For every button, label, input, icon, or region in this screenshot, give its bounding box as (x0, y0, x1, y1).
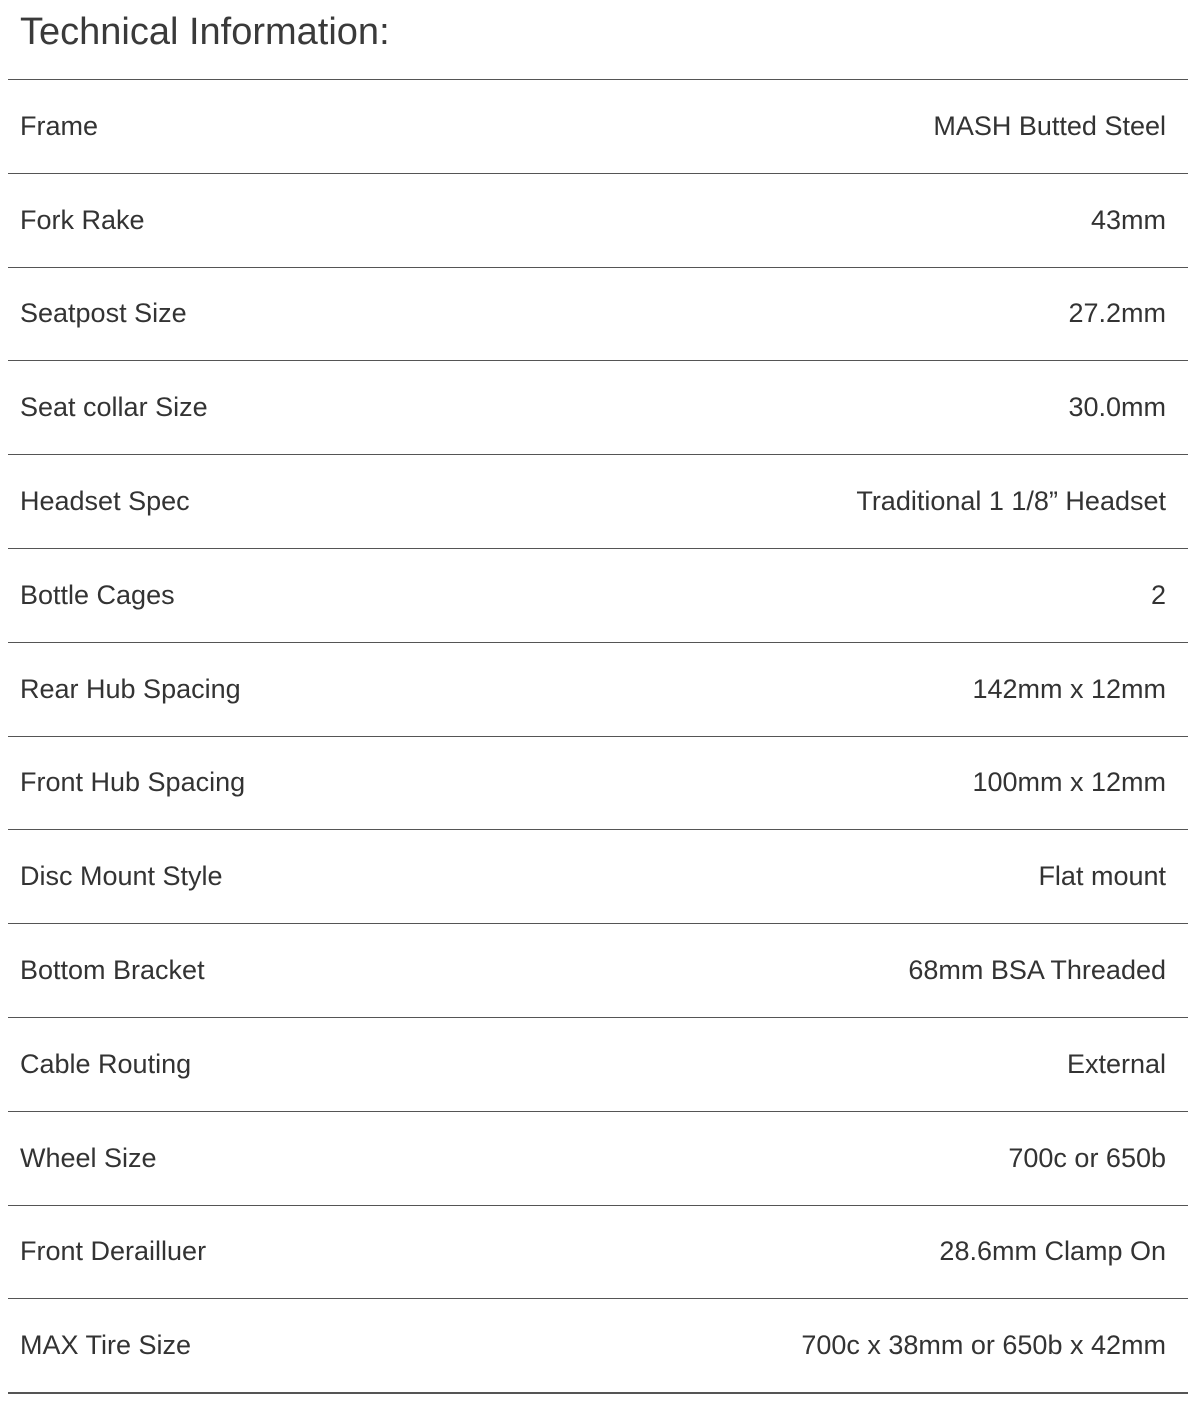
spec-label: Disc Mount Style (20, 861, 223, 892)
spec-value: Flat mount (1038, 861, 1166, 892)
spec-table (8, 79, 1188, 1394)
spec-row-max-tire-size (8, 1299, 1188, 1394)
spec-label: Fork Rake (20, 204, 145, 235)
spec-label: Front Hub Spacing (20, 767, 246, 798)
spec-row-wheel-size (8, 1112, 1188, 1206)
spec-value: 30.0mm (1068, 392, 1166, 423)
spec-row-headset-spec (8, 455, 1188, 549)
spec-value: 142mm x 12mm (972, 673, 1166, 704)
spec-label: Seat collar Size (20, 392, 208, 423)
spec-row-fork-rake (8, 174, 1188, 268)
spec-label: Rear Hub Spacing (20, 673, 241, 704)
spec-label: Frame (20, 110, 99, 141)
spec-value: MASH Butted Steel (933, 110, 1166, 141)
spec-row-front-derailleur (8, 1206, 1188, 1300)
spec-label: Wheel Size (20, 1142, 157, 1173)
spec-value: 2 (1150, 579, 1166, 610)
spec-row-seat-collar-size (8, 361, 1188, 455)
spec-row-front-hub-spacing (8, 737, 1188, 831)
spec-row-bottom-bracket (8, 924, 1188, 1018)
spec-row-frame (8, 80, 1188, 174)
spec-label: Front Derailluer (20, 1236, 207, 1267)
spec-value: 700c or 650b (1008, 1142, 1166, 1173)
spec-row-cable-routing (8, 1018, 1188, 1112)
spec-value: 28.6mm Clamp On (939, 1236, 1166, 1267)
spec-label: Cable Routing (20, 1048, 192, 1079)
spec-value: 27.2mm (1068, 298, 1166, 329)
spec-row-seatpost-size (8, 268, 1188, 362)
spec-label: Bottle Cages (20, 579, 175, 610)
spec-label: Bottom Bracket (20, 955, 205, 986)
spec-value: 68mm BSA Threaded (908, 955, 1166, 986)
spec-value: Traditional 1 1/8” Headset (856, 486, 1166, 517)
spec-label: MAX Tire Size (20, 1330, 192, 1361)
spec-value: External (1066, 1048, 1166, 1079)
spec-label: Headset Spec (20, 486, 190, 517)
spec-value: 100mm x 12mm (972, 767, 1166, 798)
spec-row-disc-mount-style (8, 830, 1188, 924)
page-title: Technical Information: (20, 11, 390, 53)
spec-value: 700c x 38mm or 650b x 42mm (801, 1330, 1166, 1361)
spec-row-bottle-cages (8, 549, 1188, 643)
spec-value: 43mm (1090, 204, 1166, 235)
spec-row-rear-hub-spacing (8, 643, 1188, 737)
spec-label: Seatpost Size (20, 298, 187, 329)
